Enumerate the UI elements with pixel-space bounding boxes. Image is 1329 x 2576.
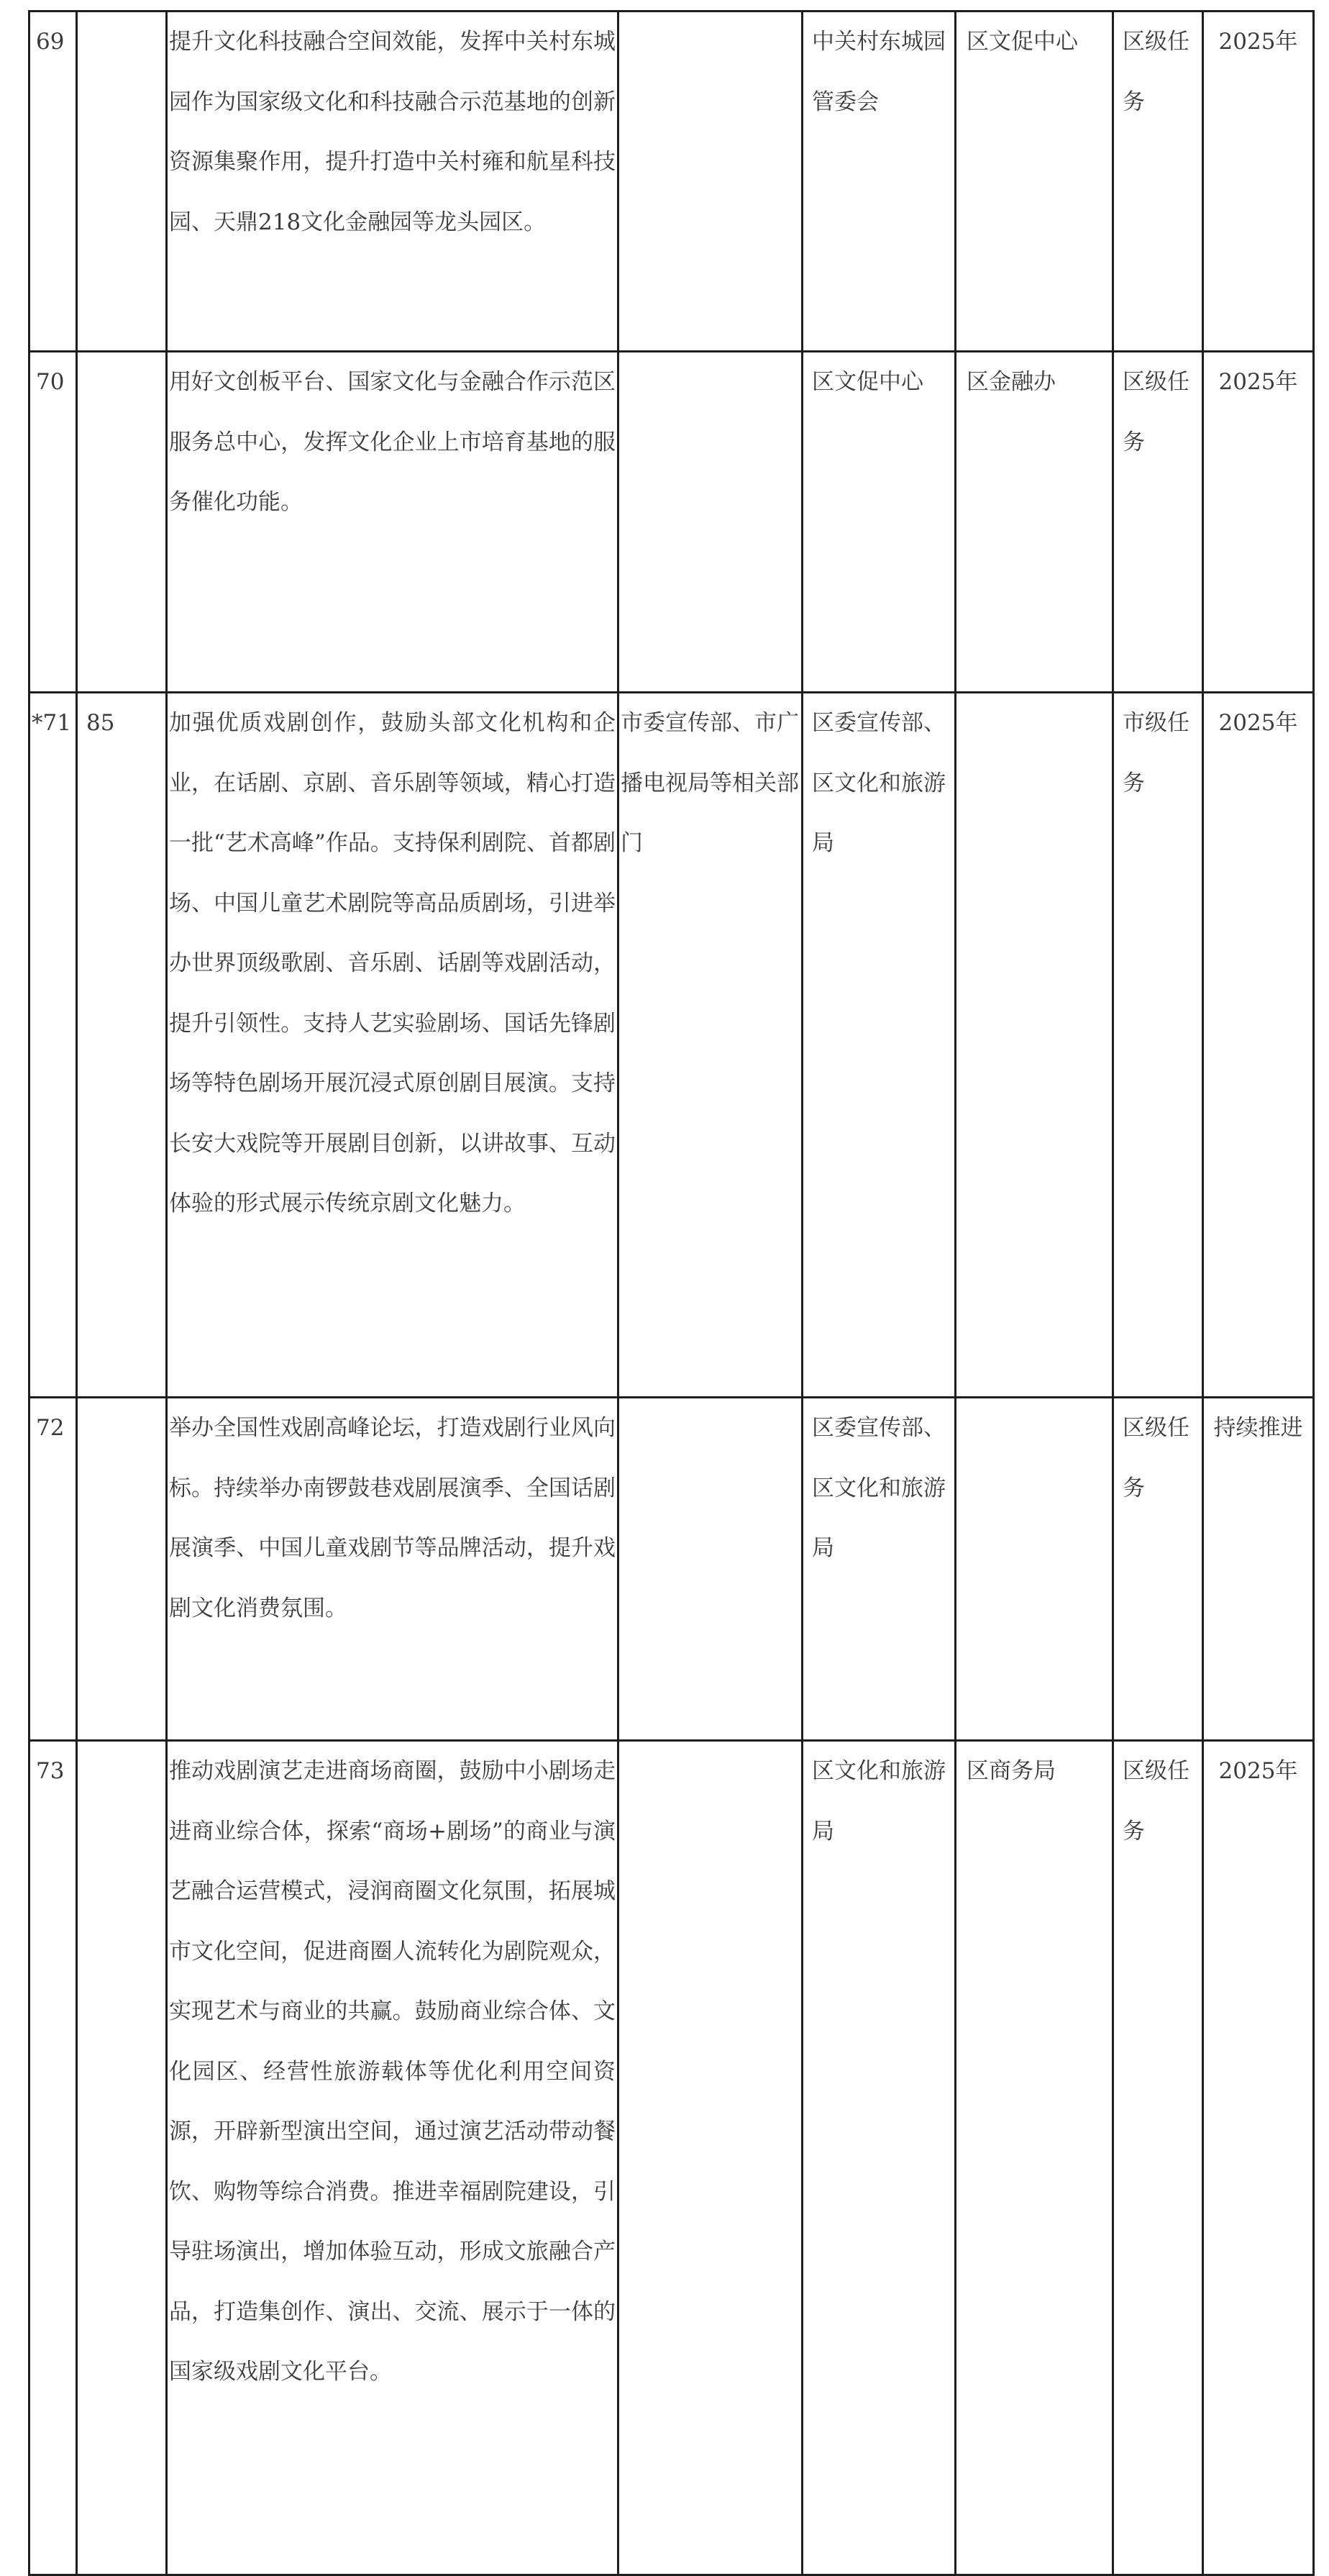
coop-dept bbox=[956, 1398, 1113, 1741]
lead-dept: 区委宣传部、区文化和旅游局 bbox=[803, 693, 956, 1398]
row-number: 73 bbox=[29, 1741, 77, 2575]
lead-dept: 区委宣传部、区文化和旅游局 bbox=[803, 1398, 956, 1741]
table-row bbox=[29, 1741, 1314, 2575]
city-responsible-dept bbox=[618, 352, 803, 693]
task-content: 提升文化科技融合空间效能，发挥中关村东城园作为国家级文化和科技融合示范基地的创新资源集聚作用，提升打造中关村雍和航星科技园、天鼎218文化金融园等龙头园区。 bbox=[167, 12, 618, 352]
city-responsible-dept: 市委宣传部、市广播电视局等相关部门 bbox=[618, 693, 803, 1398]
task-level: 区级任务 bbox=[1113, 1741, 1203, 2575]
task-level: 市级任务 bbox=[1113, 693, 1203, 1398]
table-row bbox=[29, 693, 1314, 1398]
row-number: 70 bbox=[29, 352, 77, 693]
city-task-number bbox=[77, 352, 167, 693]
coop-dept: 区商务局 bbox=[956, 1741, 1113, 2575]
completion-time: 2025年 bbox=[1203, 1741, 1314, 2575]
task-content: 用好文创板平台、国家文化与金融合作示范区服务总中心，发挥文化企业上市培育基地的服务催化功能。 bbox=[167, 352, 618, 693]
completion-time: 2025年 bbox=[1203, 12, 1314, 352]
task-content: 举办全国性戏剧高峰论坛，打造戏剧行业风向标。持续举办南锣鼓巷戏剧展演季、全国话剧展演季、中国儿童戏剧节等品牌活动，提升戏剧文化消费氛围。 bbox=[167, 1398, 618, 1741]
city-task-number bbox=[77, 12, 167, 352]
lead-dept: 区文化和旅游局 bbox=[803, 1741, 956, 2575]
task-level: 区级任务 bbox=[1113, 12, 1203, 352]
task-table bbox=[28, 10, 1315, 2576]
lead-dept: 区文促中心 bbox=[803, 352, 956, 693]
city-responsible-dept bbox=[618, 1741, 803, 2575]
table-row bbox=[29, 12, 1314, 352]
table-row bbox=[29, 1398, 1314, 1741]
coop-dept: 区金融办 bbox=[956, 352, 1113, 693]
task-content: 加强优质戏剧创作，鼓励头部文化机构和企业，在话剧、京剧、音乐剧等领域，精心打造一批“艺术高峰”作品。支持保利剧院、首都剧场、中国儿童艺术剧院等高品质剧场，引进举办世界顶级歌剧、音乐剧、话剧等戏剧活动，提升引领性。支持人艺实验剧场、国话先锋剧场等特色剧场开展沉浸式原创剧目展演。支持长安大戏院等开展剧目创新，以讲故事、互动体验的形式展示传统京剧文化魅力。 bbox=[167, 693, 618, 1398]
city-task-number bbox=[77, 1398, 167, 1741]
row-number: *71 bbox=[29, 693, 77, 1398]
row-number: 69 bbox=[29, 12, 77, 352]
completion-time: 2025年 bbox=[1203, 693, 1314, 1398]
row-number: 72 bbox=[29, 1398, 77, 1741]
city-responsible-dept bbox=[618, 12, 803, 352]
lead-dept: 中关村东城园管委会 bbox=[803, 12, 956, 352]
completion-time: 2025年 bbox=[1203, 352, 1314, 693]
city-responsible-dept bbox=[618, 1398, 803, 1741]
city-task-number bbox=[77, 1741, 167, 2575]
coop-dept: 区文促中心 bbox=[956, 12, 1113, 352]
task-level: 区级任务 bbox=[1113, 352, 1203, 693]
completion-time: 持续推进 bbox=[1203, 1398, 1314, 1741]
city-task-number: 85 bbox=[77, 693, 167, 1398]
task-level: 区级任务 bbox=[1113, 1398, 1203, 1741]
task-content: 推动戏剧演艺走进商场商圈，鼓励中小剧场走进商业综合体，探索“商场+剧场”的商业与演艺融合运营模式，浸润商圈文化氛围，拓展城市文化空间，促进商圈人流转化为剧院观众，实现艺术与商业的共赢。鼓励商业综合体、文化园区、经营性旅游载体等优化利用空间资源，开辟新型演出空间，通过演艺活动带动餐饮、购物等综合消费。推进幸福剧院建设，引导驻场演出，增加体验互动，形成文旅融合产品，打造集创作、演出、交流、展示于一体的国家级戏剧文化平台。 bbox=[167, 1741, 618, 2575]
table-row bbox=[29, 352, 1314, 693]
coop-dept bbox=[956, 693, 1113, 1398]
